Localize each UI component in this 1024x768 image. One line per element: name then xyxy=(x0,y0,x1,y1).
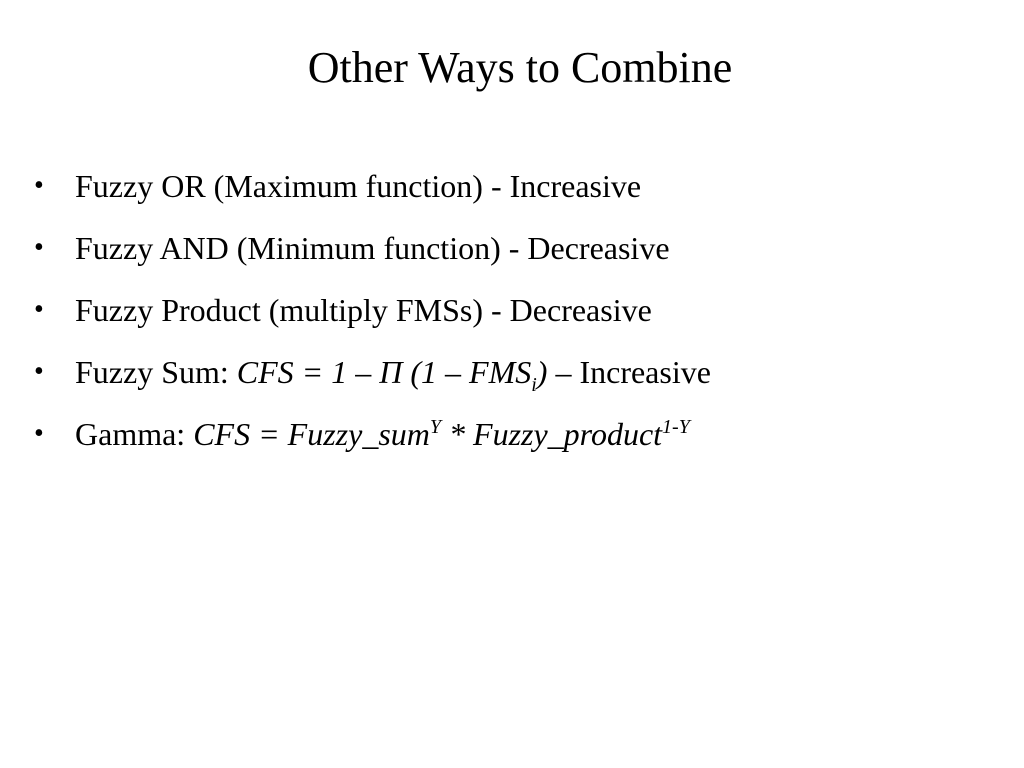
bullet-marker: • xyxy=(34,356,44,387)
bullet-item-fuzzy-or xyxy=(34,166,711,206)
bullet-marker: • xyxy=(34,294,44,325)
bullet-text: Fuzzy AND (Minimum function) - Decreasive xyxy=(75,230,670,266)
bullet-item-fuzzy-sum xyxy=(34,352,711,396)
bullet-marker: • xyxy=(34,232,44,263)
formula-subscript: i xyxy=(531,374,537,396)
fuzzy-sum-formula xyxy=(236,354,548,396)
bullet-list xyxy=(34,166,711,476)
bullet-label: Gamma: xyxy=(75,416,194,452)
bullet-item-gamma xyxy=(34,414,711,454)
bullet-suffix: – Increasive xyxy=(547,354,711,390)
formula-part-b: * Fuzzy_product xyxy=(441,416,663,452)
bullet-text: Fuzzy OR (Maximum function) - Increasive xyxy=(75,168,642,204)
formula-main: CFS = 1 – Π (1 – FMS xyxy=(236,354,532,390)
formula-superscript-b: 1-Y xyxy=(662,416,690,438)
bullet-marker: • xyxy=(34,170,44,201)
gamma-formula xyxy=(193,416,690,452)
formula-part-a: CFS = Fuzzy_sum xyxy=(193,416,430,452)
bullet-marker: • xyxy=(34,418,44,449)
bullet-item-fuzzy-product xyxy=(34,290,711,330)
formula-close: ) xyxy=(536,354,548,390)
bullet-text: Fuzzy Product (multiply FMSs) - Decreasive xyxy=(75,292,652,328)
bullet-label: Fuzzy Sum: xyxy=(75,354,237,390)
bullet-item-fuzzy-and xyxy=(34,228,711,268)
formula-superscript-a: Y xyxy=(429,416,442,438)
slide-title: Other Ways to Combine xyxy=(307,43,733,92)
